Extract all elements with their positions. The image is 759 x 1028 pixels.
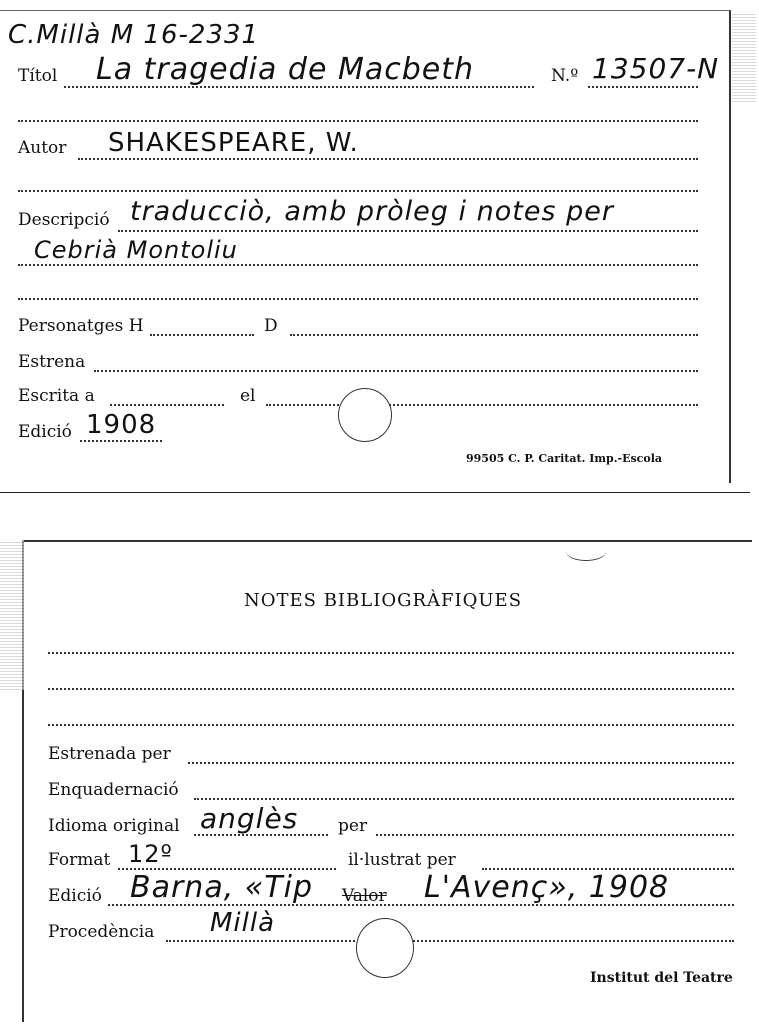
titol-label: Títol bbox=[18, 66, 58, 86]
edicio-label: Edició bbox=[18, 422, 72, 442]
enquadernacio-line bbox=[194, 798, 734, 800]
format-value: 12º bbox=[128, 840, 173, 868]
blank-line bbox=[18, 190, 698, 192]
estrena-label: Estrena bbox=[18, 352, 86, 372]
escrita-label: Escrita a bbox=[18, 386, 95, 406]
reference-handwritten: C.Millà M 16-2331 bbox=[8, 20, 260, 50]
personatges-h-line bbox=[150, 334, 254, 336]
autor-line bbox=[78, 158, 698, 160]
descripcio-value-line2: Cebrià Montoliu bbox=[34, 236, 238, 264]
scan-edge-speckle bbox=[0, 540, 24, 690]
numero-value: 13507-N bbox=[592, 52, 720, 85]
edicio2-value-a: Barna, «Tip bbox=[130, 870, 313, 905]
estrenada-label: Estrenada per bbox=[48, 744, 171, 764]
scan-edge-speckle bbox=[732, 12, 756, 102]
valor-label: Valor bbox=[342, 886, 387, 906]
per-label: per bbox=[338, 816, 368, 836]
estrena-line bbox=[94, 370, 698, 372]
card-notch bbox=[566, 542, 606, 561]
idioma-value: anglès bbox=[200, 802, 299, 835]
per-line bbox=[376, 834, 734, 836]
personatges-d-line bbox=[290, 334, 698, 336]
descripcio-line bbox=[118, 230, 698, 232]
autor-value: SHAKESPEARE, W. bbox=[108, 128, 359, 158]
descripcio-value-line1: traducciò, amb pròleg i notes per bbox=[130, 196, 614, 227]
format-label: Format bbox=[48, 850, 111, 870]
el-line bbox=[266, 404, 698, 406]
punch-hole bbox=[338, 388, 392, 442]
numero-label: N.º bbox=[551, 66, 579, 86]
numero-line bbox=[588, 86, 698, 88]
notes-line bbox=[48, 652, 734, 654]
procedencia-value: Millà bbox=[210, 908, 276, 938]
edicio2-label: Edició bbox=[48, 886, 102, 906]
notes-line bbox=[48, 724, 734, 726]
descripcio-label: Descripció bbox=[18, 210, 110, 230]
procedencia-line bbox=[166, 940, 734, 942]
personatges-label: Personatges H bbox=[18, 316, 144, 336]
punch-hole bbox=[356, 918, 414, 978]
personatges-d-label: D bbox=[264, 316, 278, 336]
escrita-line bbox=[110, 404, 224, 406]
blank-line bbox=[18, 298, 698, 300]
illustrat-label: il·lustrat per bbox=[348, 850, 456, 870]
procedencia-label: Procedència bbox=[48, 922, 155, 942]
descripcio-line-2 bbox=[18, 264, 698, 266]
edicio-value: 1908 bbox=[86, 410, 157, 440]
printer-imprint: 99505 C. P. Caritat. Imp.-Escola bbox=[466, 452, 663, 465]
notes-line bbox=[48, 688, 734, 690]
enquadernacio-label: Enquadernació bbox=[48, 780, 179, 800]
edicio-line bbox=[80, 440, 162, 442]
estrenada-line bbox=[188, 762, 734, 764]
edicio2-value-b: L'Avenç», 1908 bbox=[424, 870, 670, 905]
card-divider bbox=[0, 492, 750, 493]
notes-heading: NOTES BIBLIOGRÀFIQUES bbox=[244, 590, 523, 611]
institut-stamp: Institut del Teatre bbox=[590, 970, 733, 986]
autor-label: Autor bbox=[18, 138, 67, 158]
blank-line bbox=[18, 120, 698, 122]
titol-value: La tragedia de Macbeth bbox=[96, 52, 474, 87]
el-label: el bbox=[240, 386, 256, 406]
idioma-label: Idioma original bbox=[48, 816, 180, 836]
